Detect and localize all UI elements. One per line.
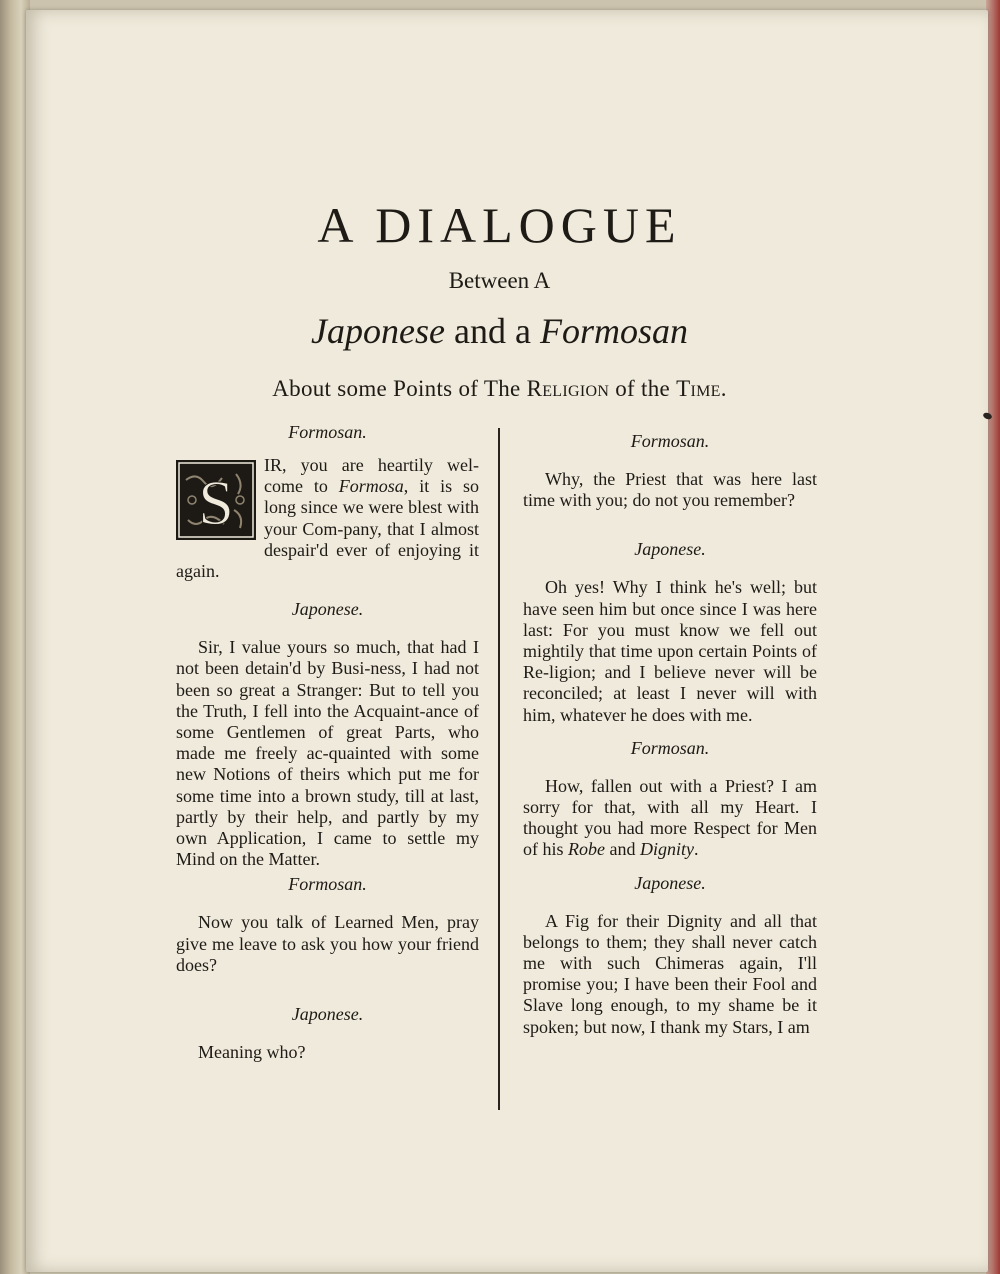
para3-text: How, fallen out with a Priest? I am sorry for that, with all my Heart. I thought you had more Respect for Men of his (523, 775, 817, 860)
paragraph: Meaning who? (198, 1042, 306, 1063)
para1-text: IR, you are heartily wel-come to (264, 455, 479, 497)
subtitle-of-the: of the (609, 376, 677, 401)
para3-period: . (693, 839, 699, 860)
paragraph: Sir, I value yours so much, that had I not been detain'd by Busi-ness, I had not been so great a Stranger: But to tell you the Truth, I fell into the Acquaint-ance of some Gentlemen of great Parts, who made me freely ac-quainted with some new Notions of theirs which put me for some time into a brown study, till at last, partly by their help, and partly by my own Application, I came to settle my Mind on the Matter. (176, 637, 479, 870)
speaker-label: Formosan. (288, 422, 367, 442)
speaker-label: Formosan. (288, 874, 367, 895)
subtitle-japonese: Japonese (311, 311, 445, 351)
subtitle-period: . (720, 376, 727, 401)
speaker-label: Japonese. (634, 872, 706, 893)
para1-formosa: Formosa (338, 476, 404, 497)
subtitle-and: and a (444, 311, 540, 351)
book-page (26, 10, 988, 1272)
speaker-label: Japonese. (634, 539, 706, 560)
subtitle-time: Time (676, 376, 721, 401)
subtitle-about (26, 376, 973, 402)
paragraph (176, 455, 479, 582)
speaker-label: Formosan. (630, 737, 710, 758)
dropcap-letter: S (198, 467, 234, 538)
speaker-label: Formosan. (630, 431, 710, 451)
para3-dignity: Dignity (639, 839, 694, 860)
right-column (523, 431, 817, 1038)
column-divider (498, 428, 500, 1110)
speaker-label: Japonese. (291, 599, 364, 620)
decorated-initial-icon (176, 460, 256, 540)
para1-text-end: , it is so long since we were blest with your Com-pany, that I almost despair'd ever of enjoying it again. (176, 476, 480, 582)
left-column (176, 422, 479, 1063)
paragraph (523, 776, 817, 861)
para3-and: and (604, 839, 640, 860)
para3-robe: Robe (568, 839, 605, 860)
book-edge (986, 0, 1000, 1274)
page-title: A DIALOGUE (317, 197, 682, 253)
subtitle-formosan: Formosan (539, 311, 688, 351)
speaker-label: Japonese. (291, 1004, 364, 1025)
subtitle-between: Between A (448, 268, 551, 293)
paragraph: Now you talk of Learned Men, pray give me leave to ask you how your friend does? (176, 912, 479, 975)
paragraph: Why, the Priest that was here last time with you; do not you remember? (523, 469, 817, 511)
subtitle-religion: Religion (526, 376, 610, 401)
paragraph: A Fig for their Dignity and all that belongs to them; they shall never catch me with such Chimeras again, I'll promise you; I have been their Fool and Slave long enough, to my shame be it spoken; but now, I thank my Stars, I am (523, 910, 817, 1037)
subtitle-parties (26, 310, 973, 352)
subtitle-about-text: About some Points of The (272, 376, 527, 401)
paragraph: Oh yes! Why I think he's well; but have seen him but once since I was here last: For you must know we fell out mightily that time upon certain Points of Re-ligion; and I believe never will be reconciled; at least I never will with him, whatever he does with me. (523, 577, 817, 725)
